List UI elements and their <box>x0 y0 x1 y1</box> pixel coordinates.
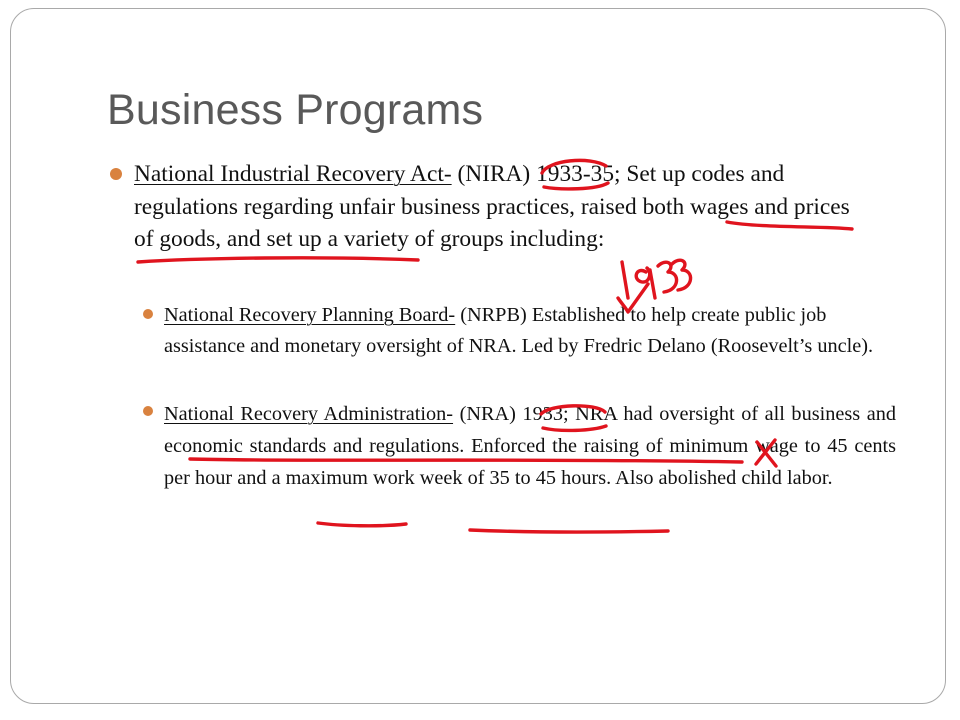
sub-bullet-marker <box>143 406 153 416</box>
slide-title: Business Programs <box>107 86 484 134</box>
bullet-nra <box>164 398 896 494</box>
bullet-term: National Recovery Planning Board- <box>164 304 456 326</box>
bullet-nira <box>134 158 869 256</box>
bullet-nrpb <box>164 300 894 361</box>
bullet-term: National Recovery Administration- <box>164 403 454 425</box>
sub-bullet-marker <box>143 309 153 319</box>
bullet-term: National Industrial Recovery Act- <box>134 161 452 187</box>
bullet-text: (NRA) 1933; NRA had oversight of all business and economic standards and regulations. Enforced the raising of minimum wage to 45 cents per hour and a maximum work week of 35 to 45 hours. Also abolished child labor. <box>164 403 896 489</box>
bullet-text: (NRPB) Established to help create public job assistance and monetary oversight of NRA. Led by Fredric Delano (Roosevelt’s uncle). <box>164 304 874 357</box>
bullet-text: (NIRA) 1933-35; Set up codes and regulations regarding unfair business practices, raised both wages and prices of goods, and set up a variety of groups including: <box>134 161 850 252</box>
bullet-marker <box>110 168 122 180</box>
